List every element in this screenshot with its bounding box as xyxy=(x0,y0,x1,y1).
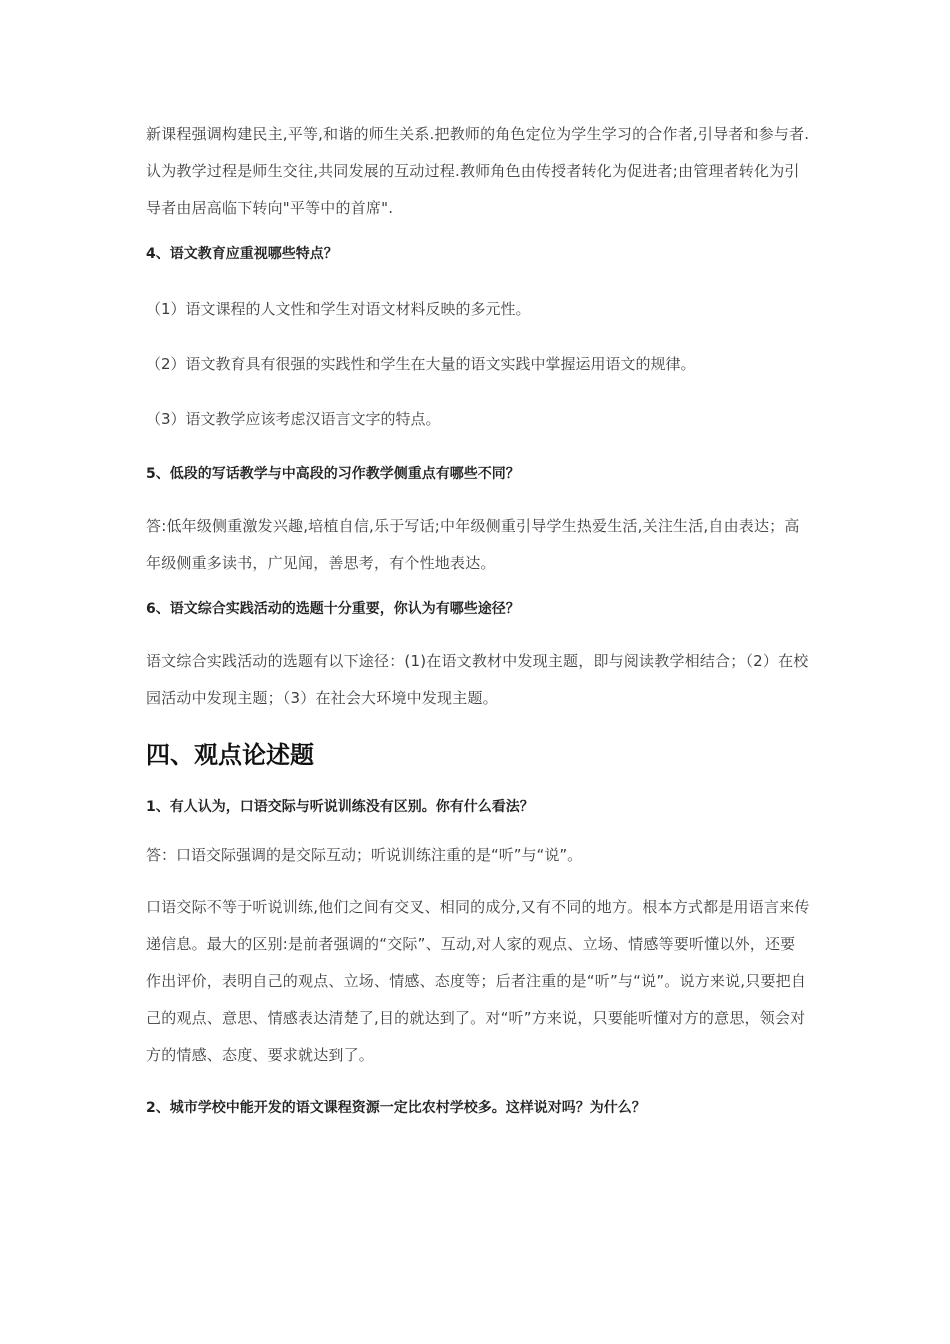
spacer xyxy=(146,773,810,793)
spacer xyxy=(146,1074,810,1094)
intro-paragraph: 新课程强调构建民主,平等,和谐的师生关系.把教师的角色定位为学生学习的合作者,引导者和参与者.认为教学过程是师生交往,共同发展的互动过程.教师角色由传授者转化为促进者;由管理者转化为引导者由居高临下转向"平等中的首席". xyxy=(146,125,810,217)
question-6-heading: 6、语文综合实践活动的选题十分重要，你认为有哪些途径？ xyxy=(146,601,520,617)
spacer xyxy=(146,227,810,240)
question-6-answer: 语文综合实践活动的选题有以下途径：(1)在语文教材中发现主题，即与阅读教学相结合；（2）在校园活动中发现主题；（3）在社会大环境中发现主题。 xyxy=(146,652,809,707)
spacer xyxy=(146,378,810,405)
section-4-title: 四、观点论述题 xyxy=(146,741,314,769)
section-4-question-1-answer-long: 口语交际不等于听说训练,他们之间有交叉、相同的成分,又有不同的地方。根本方式都是用语言来传递信息。最大的区别:是前者强调的“交际”、互动,对人家的观点、立场、情感等要听懂以外，还要作出评价，表明自己的观点、立场、情感、态度等；后者注重的是“听”与“说”。说方来说,只要把自己的观点、意思、情感表达清楚了,目的就达到了。对“听”方来说，只要能听懂对方的意思，领会对方的情感、态度、要求就达到了。 xyxy=(146,898,810,1064)
section-4-question-1-heading: 1、有人认为，口语交际与听说训练没有区别。你有什么看法？ xyxy=(146,799,534,815)
document-content xyxy=(146,116,810,1122)
section-4-question-2-heading: 2、城市学校中能开发的语文课程资源一定比农村学校多。这样说对吗？为什么？ xyxy=(146,1100,646,1116)
spacer xyxy=(146,717,810,737)
spacer xyxy=(146,623,810,643)
question-4-item-1: （1）语文课程的人文性和学生对语文材料反映的多元性。 xyxy=(146,300,531,318)
spacer xyxy=(146,821,810,841)
spacer xyxy=(146,323,810,350)
spacer xyxy=(146,582,810,595)
question-5-answer: 答:低年级侧重激发兴趣,培植自信,乐于写话;中年级侧重引导学生热爱生活,关注生活,自由表达；高年级侧重多读书，广见闻，善思考，有个性地表达。 xyxy=(146,517,800,572)
spacer xyxy=(146,268,810,295)
question-4-heading: 4、语文教育应重视哪些特点？ xyxy=(146,246,338,262)
question-4-item-3: （3）语文教学应该考虑汉语言文字的特点。 xyxy=(146,410,441,428)
section-4-question-1-answer-short: 答：口语交际强调的是交际互动；听说训练注重的是“听”与“说”。 xyxy=(146,846,583,864)
spacer xyxy=(146,488,810,508)
spacer xyxy=(146,869,810,889)
question-4-item-2: （2）语文教育具有很强的实践性和学生在大量的语文实践中掌握运用语文的规律。 xyxy=(146,355,696,373)
question-5-heading: 5、低段的写话教学与中高段的习作教学侧重点有哪些不同？ xyxy=(146,466,520,482)
spacer xyxy=(146,433,810,460)
